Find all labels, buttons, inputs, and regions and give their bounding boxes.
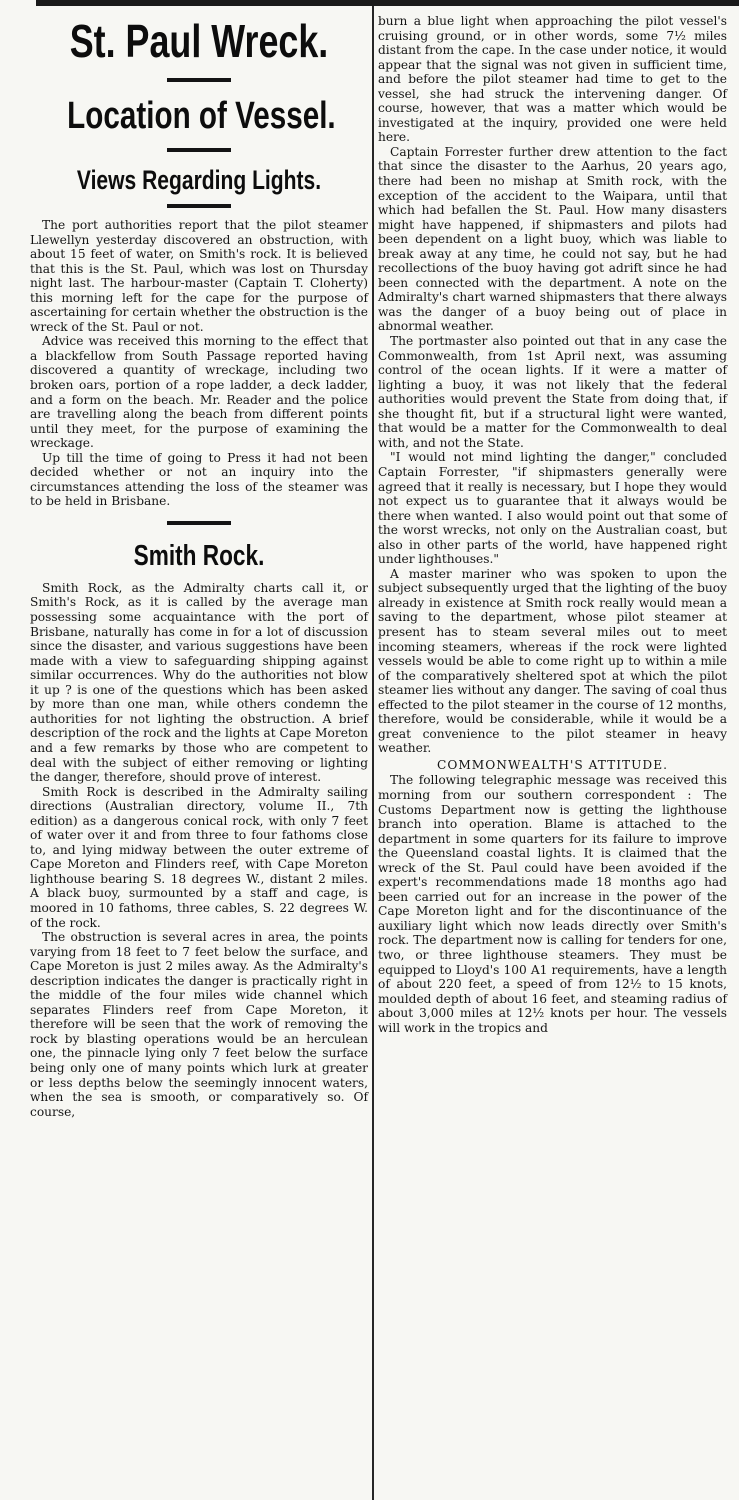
right-column [378,14,727,1035]
title-rule [167,78,231,82]
column-divider [372,6,374,1500]
paragraph: Up till the time of going to Press it had not been decided whether or not an inquiry into the circumstances attending the loss of the steamer was to be held in Brisbane. [30,450,368,509]
paragraph: burn a blue light when approaching the pilot vessel's cruising ground, or in other words, some 7½ miles distant from the cape. In the case under notice, it would appear that the signal was not given in sufficient time, and before the pilot steamer had time to get to the vessel, she had struck the intervening danger. Of course, however, that was a matter which would be investigated at the inquiry, provided one were held here. [378,14,727,145]
paragraph: Smith Rock, as the Admiralty charts call it, or Smith's Rock, as it is called by the average man possessing some acquaintance with the port of Brisbane, naturally has come in for a lot of discussion since the disaster, and various suggestions have been made with a view to safeguarding shipping against similar occurrences. Why do the authorities not blow it up ? is one of the questions which has been asked by more than one man, while others condemn the authorities for not lighting the obstruction. A brief description of the rock and the lights at Cape Moreton and a few remarks by those who are competent to deal with the subject of either removing or lighting the danger, therefore, should prove of interest. [30,580,368,785]
paragraph: "I would not mind lighting the danger," concluded Captain Forrester, "if shipmasters generally were agreed that it really is necessary, but I hope they would not expect us to guarantee that it always would be there when wanted. I also would point out that some of the worst wrecks, not only on the Australian coast, but also in other parts of the world, have happened right under lighthouses." [378,450,727,567]
paragraph: Captain Forrester further drew attention to the fact that since the disaster to the Aarhus, 20 years ago, there had been no mishap at Smith rock, with the exception of the accident to the Waipara, until that which had befallen the St. Paul. How many disasters might have happened, if shipmasters and pilots had been dependent on a light buoy, which was liable to break away at any time, he could not say, but he had recollections of the buoy having got adrift since he had been connected with the department. A note on the Admiralty's chart warned shipmasters that there always was the danger of a buoy being out of place in abnormal weather. [378,144,727,334]
subtitle-rule [167,148,231,152]
paragraph: Advice was received this morning to the effect that a blackfellow from South Passage reported having discovered a quantity of wreckage, including two broken oars, portion of a rope ladder, a deck ladder, and a form on the beach. Mr. Reader and the police are travelling along the beach from different points until they meet, for the purpose of examining the wreckage. [30,334,368,451]
article-subtitle-2: Views Regarding Lights. [76,165,322,195]
section-rule [167,521,231,525]
paragraph: Smith Rock is described in the Admiralty sailing directions (Australian directory, volume II., 7th edition) as a dangerous conical rock, with only 7 feet of water over it and from three to four fathoms close to, and lying midway between the outer extreme of Cape Moreton and Flinders reef, with Cape Moreton lighthouse bearing S. 18 degrees W., distant 2 miles. A black buoy, surmounted by a staff and cage, is moored in 10 fathoms, three cables, S. 22 degrees W. of the rock. [30,784,368,930]
section-heading: Smith Rock. [133,539,265,572]
left-column [30,6,368,1119]
paragraph: The port authorities report that the pilot steamer Llewellyn yesterday discovered an obstruction, with about 15 feet of water, on Smith's rock. It is believed that this is the St. Paul, which was lost on Thursday night last. The harbour-master (Captain T. Cloherty) this morning left for the cape for the purpose of ascertaining for certain whether the obstruction is the wreck of the St. Paul or not. [30,218,368,334]
subtitle2-rule [167,204,231,208]
paragraph: The portmaster also pointed out that in any case the Commonwealth, from 1st April next, was assuming control of the ocean lights. If it were a matter of lighting a buoy, it was not likely that the federal authorities would prevent the State from doing that, if she thought fit, but if a structural light were wanted, that would be a matter for the Commonwealth to deal with, and not the State. [378,334,727,450]
paragraph: A master mariner who was spoken to upon the subject subsequently urged that the lighting of the buoy already in existence at Smith rock really would mean a saving to the department, whose pilot steamer at present has to steam several miles out to meet incoming steamers, whereas if the rock were lighted vessels would be able to come right up to within a mile of the comparatively sheltered spot at which the pilot steamer lies without any danger. The saving of coal thus effected to the pilot steamer in the course of 12 months, therefore, would be considerable, while it would be a great convenience to the pilot steamer in heavy weather. [378,566,727,756]
article-title: St. Paul Wreck. [69,15,329,67]
paragraph: The obstruction is several acres in area, the points varying from 18 feet to 7 feet below the surface, and Cape Moreton is just 2 miles away. As the Admiralty's description indicates the danger is practically right in the middle of the four miles wide channel which separates Flinders reef from Cape Moreton, it therefore will be seen that the work of removing the rock by blasting operations would be an herculean one, the pinnacle lying only 7 feet below the surface being only one of many points which lurk at greater or less depths below the seemingly innocent waters, when the sea is smooth, or comparatively so. Of course, [30,930,368,1119]
subheading: COMMONWEALTH'S ATTITUDE. [437,757,668,772]
paragraph: The following telegraphic message was received this morning from our southern correspondent : The Customs Department now is getting the lighthouse branch into operation. Blame is attached to the department in some quarters for its failure to improve the Queensland coastal lights. It is claimed that the wreck of the St. Paul could have been avoided if the expert's recommendations made 18 months ago had been carried out for an increase in the power of the Cape Moreton light and for the discontinuance of the auxiliary light which now leads directly over Smith's rock. The department now is calling for tenders for one, two, or three lighthouse steamers. They must be equipped to Lloyd's 100 A1 requirements, have a length of about 220 feet, a speed of from 12½ to 15 knots, moulded depth of about 16 feet, and steaming radius of about 3,000 miles at 12½ knots per hour. The vessels will work in the tropics and [378,773,727,1035]
article-subtitle: Location of Vessel. [67,95,336,137]
